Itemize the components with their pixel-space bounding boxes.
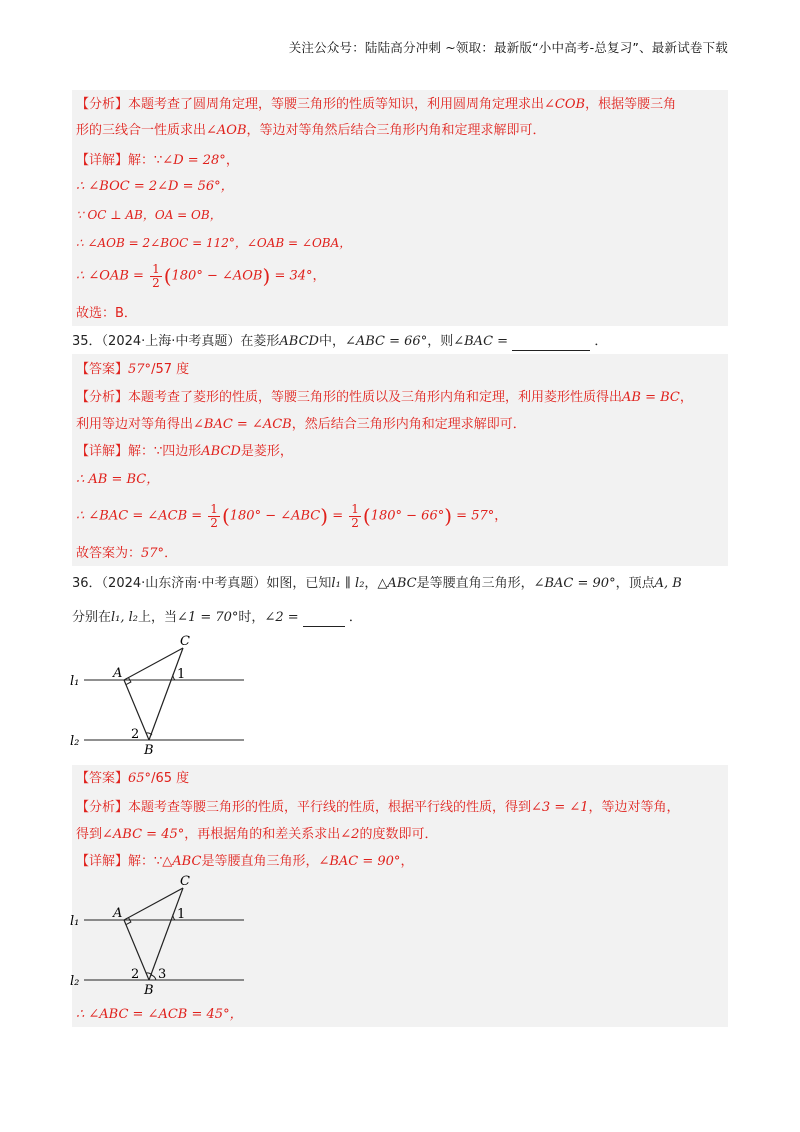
q35-step2: ∴ ∠BAC = ∠ACB = $\frac{1}{2}$ (180° − ∠ABC) = $\frac{1}{2}$ (180° − 66°) = 57°， xyxy=(76,501,508,530)
q35-analysis-line1: 【分析】本题考查了菱形的性质，等腰三角形的性质以及三角形内角和定理，利用菱形性质得出AB = BC， xyxy=(76,390,693,405)
q36-detail-line: 【详解】解：∵△ABC是等腰直角三角形，∠BAC = 90°， xyxy=(76,854,414,869)
label-l2: l₂ xyxy=(70,974,80,989)
label-a: A xyxy=(113,666,123,681)
side-ac xyxy=(124,648,186,682)
q36-analysis-line2: 得到∠ABC = 45°，再根据角的和差关系求出∠2的度数即可． xyxy=(76,827,438,842)
label-1: 1 xyxy=(177,667,186,682)
q34-choice: 故选：B． xyxy=(76,306,137,321)
q36-step1: ∴ ∠ABC = ∠ACB = 45°， xyxy=(76,1007,243,1022)
q34-fraction: $\frac{1}{2}$ xyxy=(152,261,160,290)
q36-solution-figure xyxy=(68,874,248,998)
q35-stem: 35．（2024·上海·中考真题）在菱形ABCD中，∠ABC = 66°，则∠BAC = ． xyxy=(72,334,608,349)
q36-stem-line1: 36．（2024·山东济南·中考真题）如图，已知l₁ ∥ l₂，△ABC是等腰直角三角形，∠BAC = 90°，顶点A, B xyxy=(72,576,682,591)
page-header: 关注公众号：陆陆高分冲刺 ~领取：最新版“小中高考-总复习”、最新试卷下载 xyxy=(288,40,728,55)
label-a: A xyxy=(113,906,123,921)
q35-answer-line: 【答案】57°/57 度 xyxy=(76,362,190,377)
q36-answer-blank xyxy=(303,612,345,627)
q34-step2: ∵ OC ⊥ AB，OA = OB， xyxy=(76,208,222,222)
q34-step1: ∴ ∠BOC = 2∠D = 56°， xyxy=(76,179,234,194)
q34-analysis-line2: 形的三线合一性质求出∠AOB，等边对等角然后结合三角形内角和定理求解即可． xyxy=(76,123,546,138)
label-l2: l₂ xyxy=(70,734,80,749)
q36-figure xyxy=(68,634,248,758)
q34-analysis-line1: 【分析】本题考查了圆周角定理，等腰三角形的性质等知识，利用圆周角定理求出∠COB，根据等腰三角 xyxy=(76,97,677,112)
label-l1: l₁ xyxy=(70,674,80,689)
q34-detail-line: 【详解】解：∵∠D = 28°， xyxy=(76,153,239,168)
q34-step4: ∴ ∠OAB = $\frac{1}{2}$ (180° − ∠AOB) = 34°， xyxy=(76,261,326,290)
q35-final: 故答案为：57°． xyxy=(76,546,178,561)
label-c: C xyxy=(180,874,190,889)
label-b: B xyxy=(144,743,154,758)
q35-detail-line: 【详解】解：∵四边形ABCD是菱形， xyxy=(76,444,293,459)
label-3: 3 xyxy=(158,967,167,982)
label-b: B xyxy=(144,983,154,998)
label-l1: l₁ xyxy=(70,914,80,929)
q36-analysis-line1: 【分析】本题考查等腰三角形的性质，平行线的性质，根据平行线的性质，得到∠3 = ∠1，等边对等角， xyxy=(76,800,680,815)
q35-answer-blank xyxy=(512,336,590,351)
q34-step3: ∴ ∠AOB = 2∠BOC = 112°，∠OAB = ∠OBA， xyxy=(76,236,352,250)
q35-fraction-1: $\frac{1}{2}$ xyxy=(210,501,218,530)
q35-analysis-line2: 利用等边对等角得出∠BAC = ∠ACB，然后结合三角形内角和定理求解即可． xyxy=(76,417,526,432)
label-2: 2 xyxy=(131,967,140,982)
side-bc xyxy=(149,648,186,740)
label-2: 2 xyxy=(131,727,140,742)
q35-step1: ∴ AB = BC， xyxy=(76,472,160,487)
q35-fraction-2: $\frac{1}{2}$ xyxy=(351,501,359,530)
q36-answer-line: 【答案】65°/65 度 xyxy=(76,771,190,786)
label-c: C xyxy=(180,634,190,649)
label-1: 1 xyxy=(177,907,186,922)
q36-stem-line2: 分别在l₁, l₂上，当∠1 = 70°时，∠2 = ． xyxy=(72,610,362,625)
